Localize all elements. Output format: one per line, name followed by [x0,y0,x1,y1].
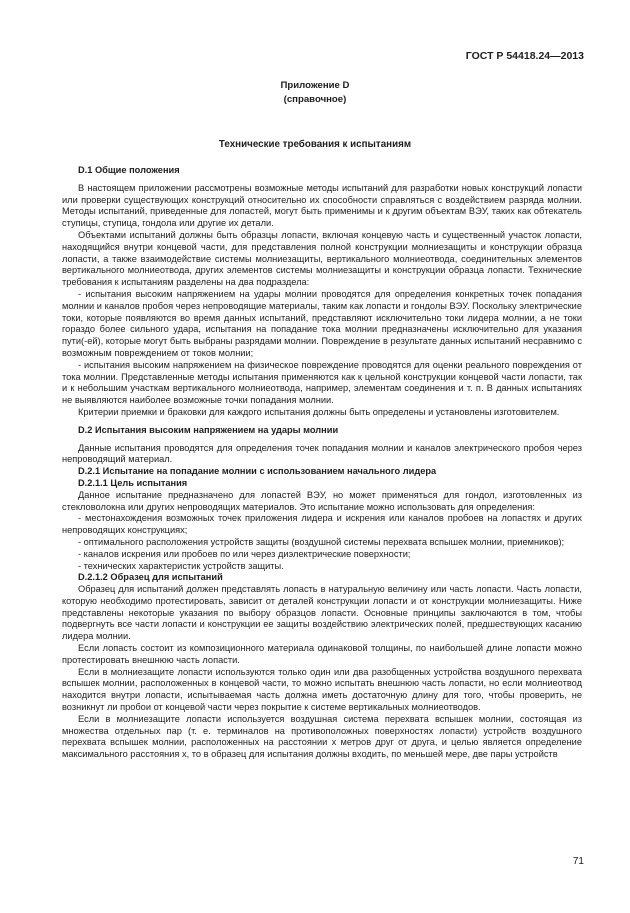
subsection-heading-d212: D.2.1.2 Образец для испытаний [78,572,223,583]
section-heading-d1: D.1 Общие положения [78,165,180,175]
paragraph: Образец для испытаний должен представлять лопасть в натуральную величину или часть лопасти. Часть лопасти, которую необходимо протестировать, зависит от деталей конструкции лопасти и от конструкции молниезащиты. Ниже представлены некоторые указания по выбору образцов лопасти. Основные принципы заключаются в том, чтобы подвергнуть все части лопасти и конструкции ее защиты воздействию электрических полей, предшествующих касанию лидера молнии. [62,584,582,642]
paragraph: Данное испытание предназначено для лопастей ВЭУ, но может применяться для гондол, изготовленных из стекловолокна или других непроводящих материалов. Это испытание можно использовать для определения: [62,489,582,512]
paragraph: Объектами испытаний должны быть образцы лопасти, включая концевую часть и существенный участок лопасти, находящийся внутри концевой части, для представления полной конструкции молниезащиты и конструкции образца лопасти, а также взаимодействие системы молниезащиты, вертикального молниеотвода, соединительных элементов вертикального молниеотвода, других элементов системы молниезащиты и конструкции образца лопасти. Технические требования к испытаниям разделены на два подраздела: [62,229,582,288]
subsection-heading-d211: D.2.1.1 Цель испытания [78,477,188,488]
document-body [62,165,582,761]
appendix-type: (справочное) [283,94,347,105]
list-item: - местонахождения возможных точек приложения лидера и искрения или каналов пробоев на лопастях и других непроводящих конструкциях; [62,513,582,536]
paragraph: Данные испытания проводятся для определения точек попадания молнии и каналов электрического пробоя через непроводящий материал. [62,442,582,465]
page-title: Технические требования к испытаниям [218,139,412,150]
paragraph: Критерии приемки и браковки для каждого испытания должны быть определены и установлены изготовителем. [78,406,560,417]
paragraph: Если в молниезащите лопасти используется воздушная система перехвата вспышек молнии, состоящая из множества отдельных пар (т. е. терминалов на противоположных поверхностях лопасти) устройств воздушного перехвата вспышек молнии, расположенных на расстоянии x метров друг от друга, и целью является определение максимального расстояния x, то в образец для испытания должны входить, по меньшей мере, две пары устройств [62,713,582,760]
list-item: - каналов искрения или пробоев по или через диэлектрические поверхности; [78,548,411,559]
paragraph: - испытания высоким напряжением на удары молнии проводятся для определения конкретных точек попадания молнии и каналов пробоя через непроводящие материалы, таким как лопасти и гондолы ВЭУ. Поскольку электрические токи, которые появляются во время данных испытаний, представляют исключительно токи лидера молнии, а не токи гораздо более сильного удара, испытания на попадание тока молнии предназначены исключительно для указания пути(-ей), которые могут быть выбраны разрядами молнии. Повреждение в результате данных испытаний несравнимо с возможным повреждением от токов молнии; [62,288,582,358]
list-item: - технических характеристик устройств защиты. [78,560,284,571]
appendix-heading [0,79,630,107]
subsection-heading-d21: D.2.1 Испытание на попадание молнии с использованием начального лидера [78,466,437,477]
paragraph: В настоящем приложении рассмотрены возможные методы испытаний для разработки новых конструкций лопасти или проверки существующих конструкций относительно их способности справляться с воздействием разряда молнии. Методы испытаний, приведенные для лопастей, могут быть применимы и к другим объектам ВЭУ, таких как обтекатель ступицы, ступица, гондола или другие их детали. [62,182,582,229]
paragraph: - испытания высоким напряжением на физическое повреждение проводятся для оценки реального повреждения от тока молнии. Представленные методы испытания применяются как к цельной конструкции концевой части лопасти, так и к небольшим участкам вертикального молниеотвода, например, элементам соединения и т. п. В данных испытаниях не выявляются наиболее возможные точки попадания молнии. [62,359,582,406]
appendix-name: Приложение D [280,80,350,91]
list-item: - оптимального расположения устройств защиты (воздушной системы перехвата вспышек молнии, приемников); [78,536,565,547]
paragraph: Если лопасть состоит из композиционного материала одинаковой толщины, по наибольшей длине лопасти можно протестировать внешнюю часть лопасти. [62,643,582,665]
paragraph: Если в молниезащите лопасти используются только один или два разобщенных устройства воздушного перехвата вспышек молнии, расположенных в концевой части, то можно испытать внешнюю часть лопасти, но если молниеотвод находится внутри лопасти, испытываемая часть должна иметь достаточную длину для того, чтобы проверить, не возникнут ли пробои от концевой части через покрытие к системе вертикальных молниеотводов. [62,666,582,713]
page-number: 71 [572,856,584,867]
document-header: ГОСТ Р 54418.24—2013 [465,50,584,62]
section-heading-d2: D.2 Испытания высоким напряжением на удары молнии [78,424,339,435]
